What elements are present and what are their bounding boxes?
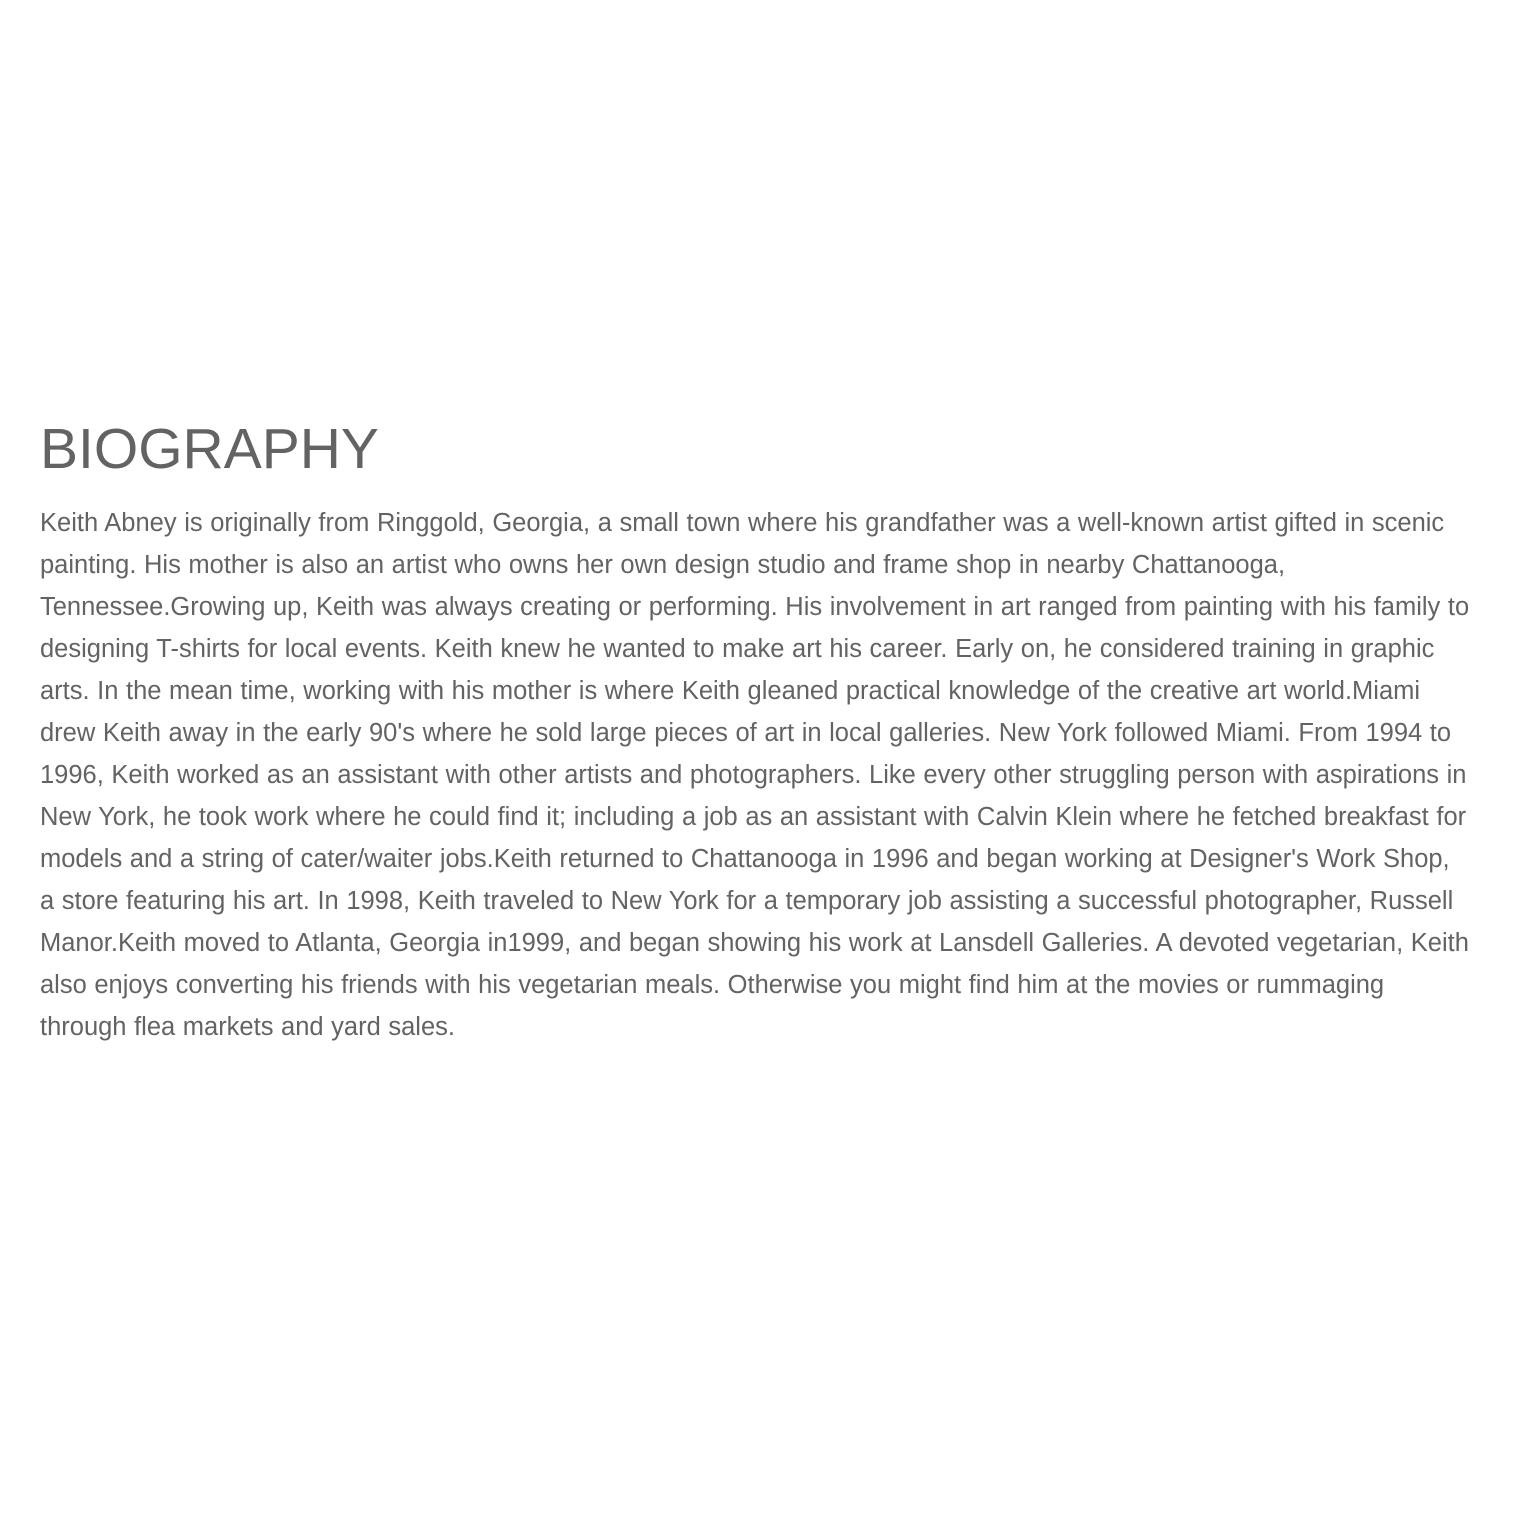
biography-section [40,417,1470,1048]
biography-paragraph: Keith Abney is originally from Ringgold, Georgia, a small town where his grandfather was a well-known artist gifted in scenic painting. His mother is also an artist who owns her own design studio and frame shop in nearby Chattanooga, Tennessee.Growing up, Keith was always creating or performing. His involvement in art ranged from painting with his family to designing T-shirts for local events. Keith knew he wanted to make art his career. Early on, he considered training in graphic arts. In the mean time, working with his mother is where Keith gleaned practical knowledge of the creative art world.Miami drew Keith away in the early 90's where he sold large pieces of art in local galleries. New York followed Miami. From 1994 to 1996, Keith worked as an assistant with other artists and photographers. Like every other struggling person with aspirations in New York, he took work where he could find it; including a job as an assistant with Calvin Klein where he fetched breakfast for models and a string of cater/waiter jobs.Keith returned to Chattanooga in 1996 and began working at Designer's Work Shop, a store featuring his art. In 1998, Keith traveled to New York for a temporary job assisting a successful photographer, Russell Manor.Keith moved to Atlanta, Georgia in1999, and began showing his work at Lansdell Galleries. A devoted vegetarian, Keith also enjoys converting his friends with his vegetarian meals. Otherwise you might find him at the movies or rummaging through flea markets and yard sales. [40,508,1470,1041]
page-title: BIOGRAPHY [40,417,379,481]
